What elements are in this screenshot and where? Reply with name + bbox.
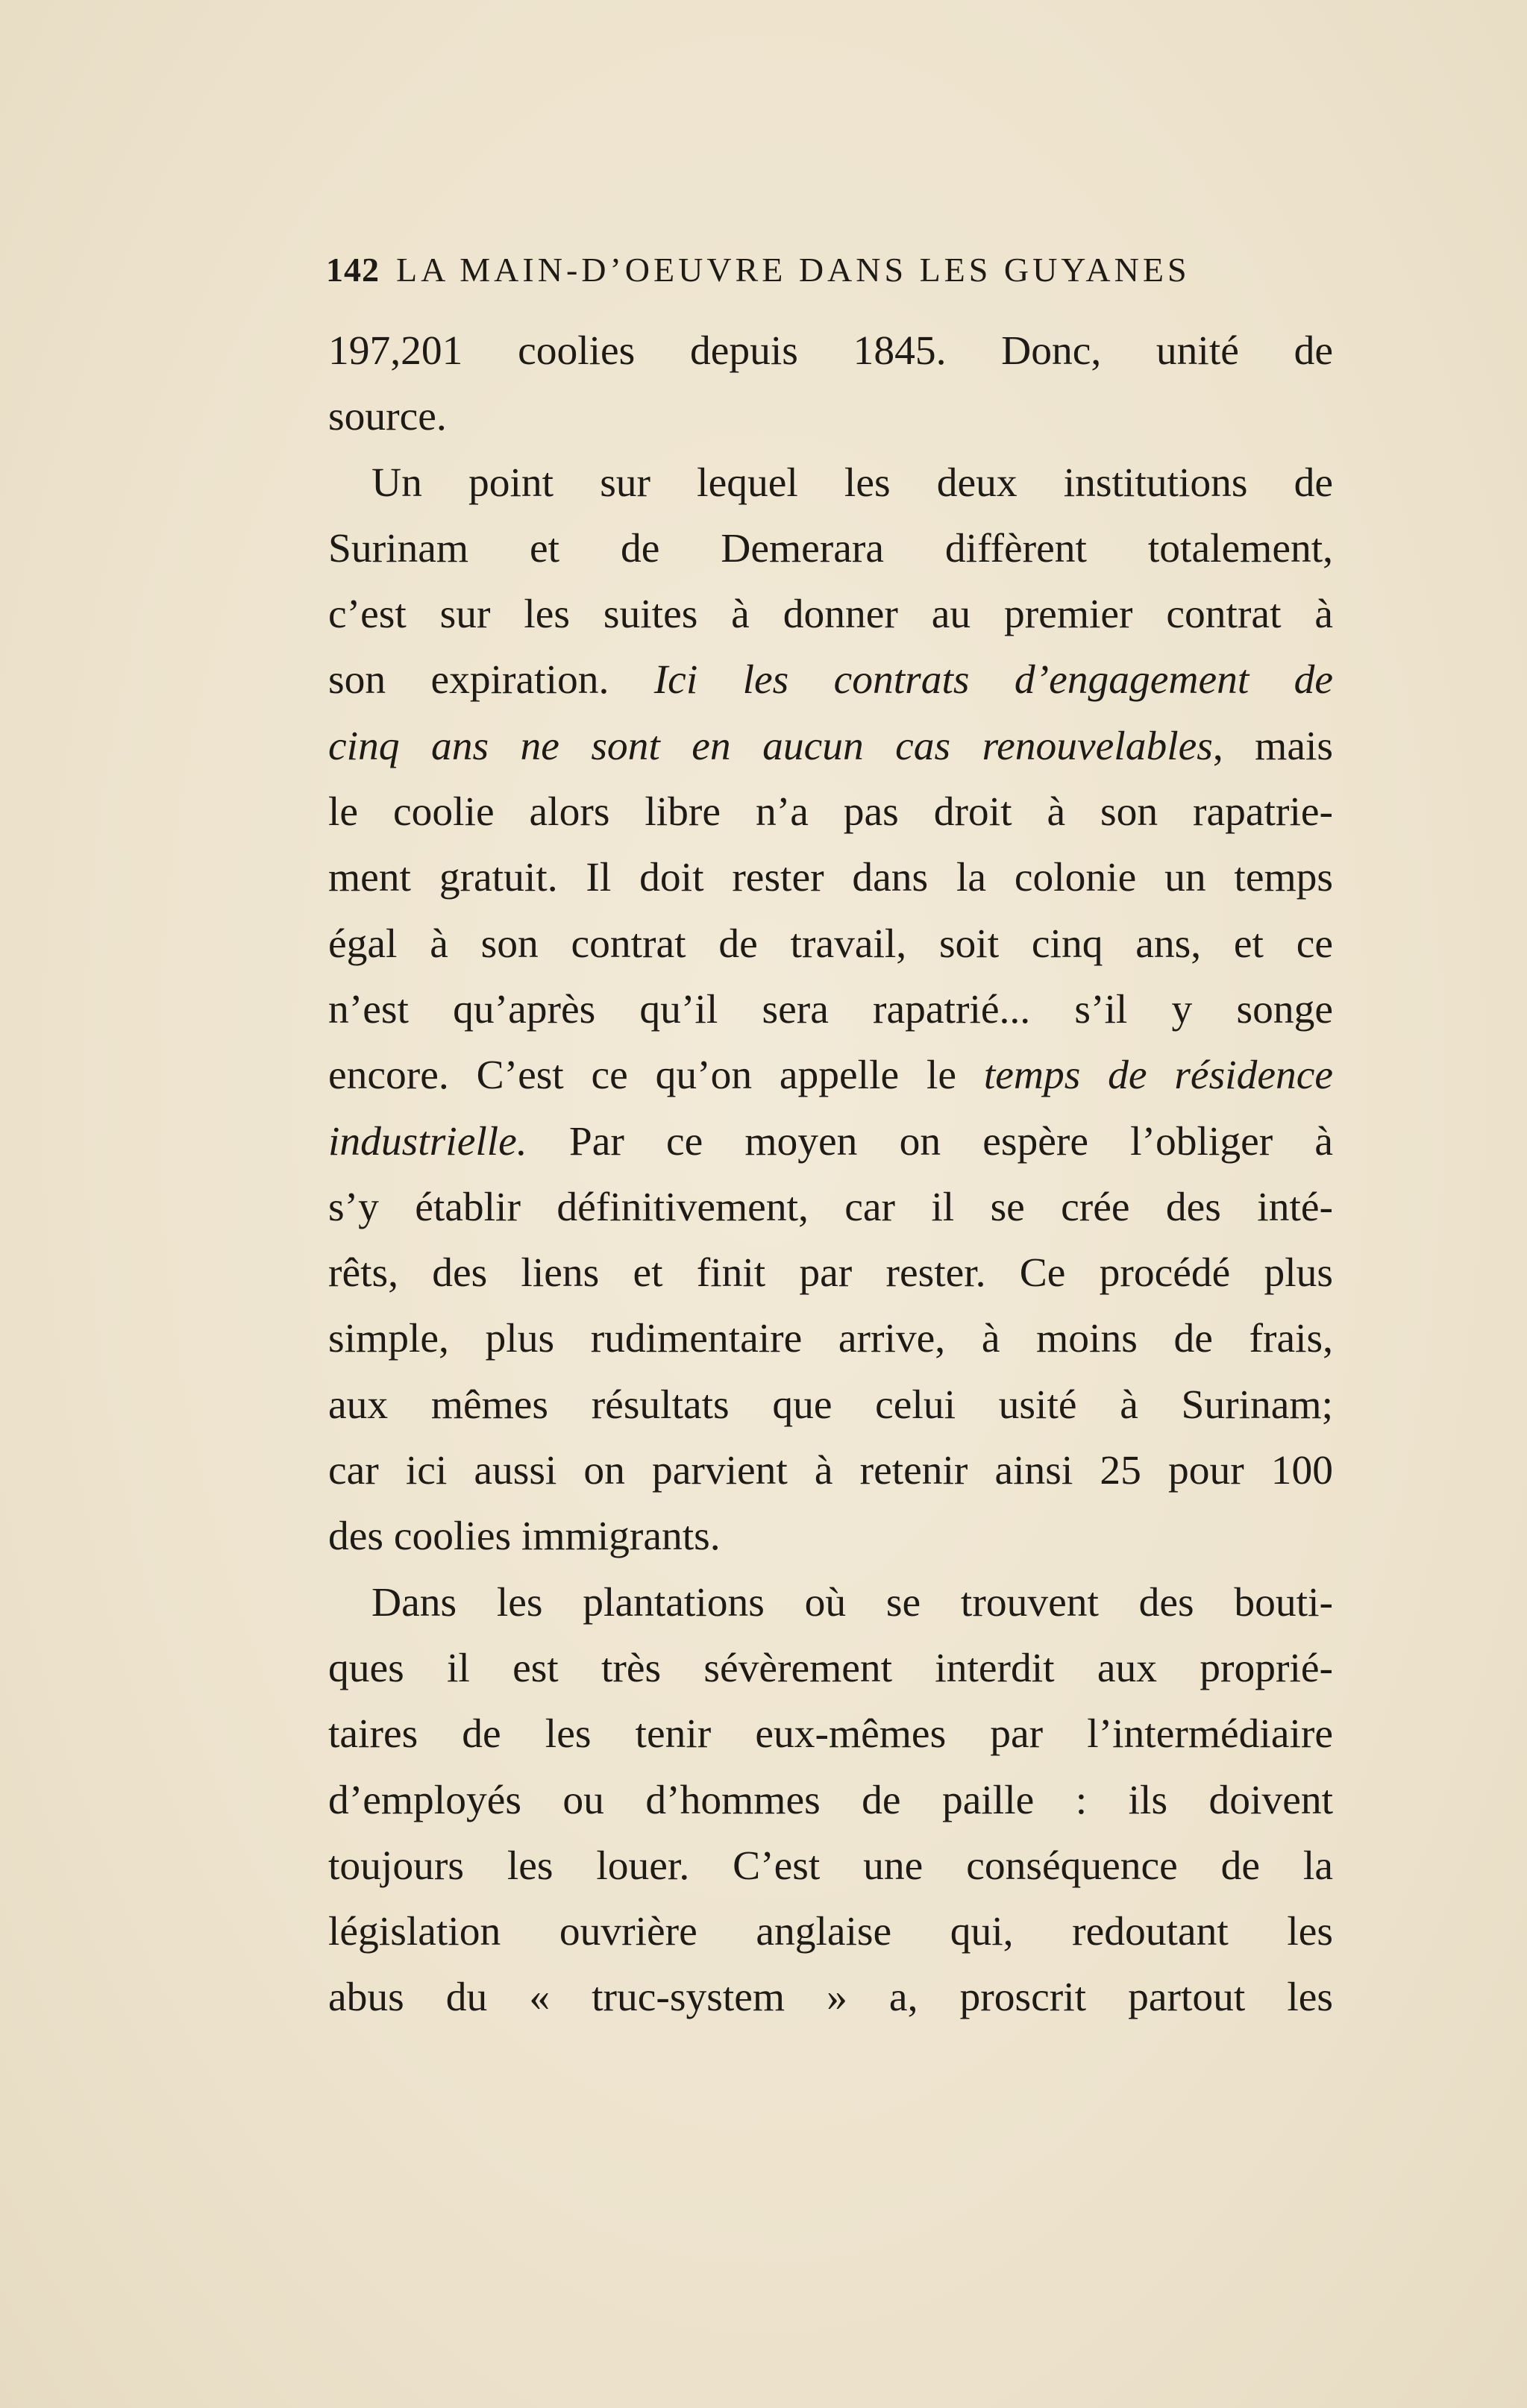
italic-text: temps de résidence (983, 1053, 1333, 1099)
running-title: LA MAIN-D’OEUVRE DANS LES GUYANES (396, 251, 1191, 289)
text-line: c’est sur les suites à donner au premier contrat à (328, 592, 1333, 638)
text-line: égal à son contrat de travail, soit cinq ans, et ce (328, 921, 1333, 967)
text-line: n’est qu’après qu’il sera rapatrié... s’il y songe (328, 986, 1333, 1032)
text-line: toujours les louer. C’est une conséquence de la (328, 1843, 1333, 1889)
text-line: industrielle. Par ce moyen on espère l’obliger à (328, 1118, 1333, 1164)
paragraph-start-line: Un point sur lequel les deux institutions de (371, 460, 1333, 506)
italic-text: Ici les contrats d’engagement de (653, 657, 1334, 703)
text-line: ques il est très sévèrement interdit aux proprié- (328, 1645, 1333, 1691)
running-header (326, 248, 1258, 292)
text-line: source. (328, 394, 447, 440)
text-line: cinq ans ne sont en aucun cas renouvelables, mais (328, 723, 1333, 769)
text-line: le coolie alors libre n’a pas droit à son rapatrie- (328, 789, 1333, 835)
text-line: s’y établir définitivement, car il se crée des inté- (328, 1184, 1333, 1230)
page-number: 142 (326, 251, 380, 289)
text-line: ment gratuit. Il doit rester dans la colonie un temps (328, 855, 1333, 901)
text-line: car ici aussi on parvient à retenir ainsi 25 pour 100 (328, 1448, 1333, 1494)
text-line: aux mêmes résultats que celui usité à Surinam; (328, 1382, 1333, 1428)
text-line: des coolies immigrants. (328, 1514, 721, 1560)
text-line: Surinam et de Demerara diffèrent totalement, (328, 525, 1333, 571)
paragraph-start-line: Dans les plantations où se trouvent des bouti- (371, 1579, 1333, 1625)
italic-text: industrielle. (328, 1118, 527, 1164)
text-line: 197,201 coolies depuis 1845. Donc, unité de (328, 328, 1333, 374)
italic-text: cinq ans ne sont en aucun cas renouvelables (328, 723, 1213, 769)
text-line: abus du « truc-system » a, proscrit partout les (328, 1975, 1333, 2021)
text-line: taires de les tenir eux-mêmes par l’intermédiaire (328, 1711, 1333, 1758)
text-line: d’employés ou d’hommes de paille : ils doivent (328, 1777, 1333, 1823)
text-line: encore. C’est ce qu’on appelle le temps de résidence (328, 1053, 1333, 1099)
text-line: son expiration. Ici les contrats d’engagement de (328, 657, 1334, 703)
body-text (328, 319, 1333, 2031)
text-line: simple, plus rudimentaire arrive, à moins de frais, (328, 1316, 1333, 1362)
text-line: législation ouvrière anglaise qui, redoutant les (328, 1909, 1333, 1955)
text-line: rêts, des liens et finit par rester. Ce procédé plus (328, 1250, 1333, 1297)
